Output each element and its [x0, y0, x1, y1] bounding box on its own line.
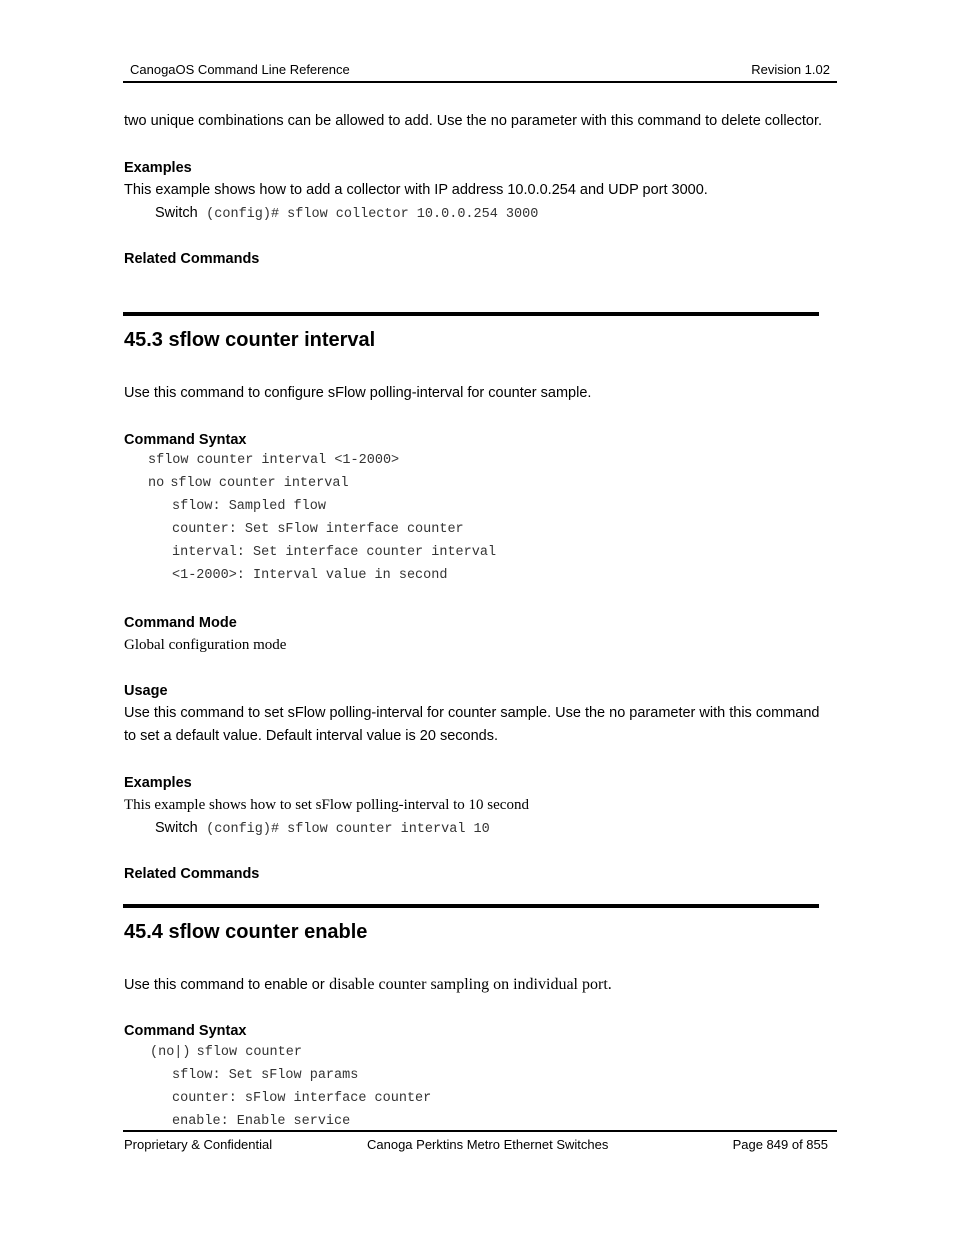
intro-text: two unique combinations can be allowed to add. Use the no parameter with this command to delete collector. — [124, 113, 823, 129]
section-description — [124, 976, 612, 994]
usage-text-line1: Use this command to set sFlow polling-interval for counter sample. Use the no parameter with this command — [124, 705, 820, 721]
param-line: interval: Set interface counter interval — [172, 545, 497, 560]
command-syntax-heading: Command Syntax — [124, 1023, 247, 1039]
description-part2: disable counter sampling on individual port. — [329, 976, 612, 993]
section-description: Use this command to configure sFlow polling-interval for counter sample. — [124, 385, 592, 401]
footer-left: Proprietary & Confidential — [124, 1137, 273, 1152]
section-rule — [123, 904, 819, 908]
param-line: enable: Enable service — [172, 1114, 351, 1129]
section-title-45-3 — [124, 329, 375, 352]
example-prompt: Switch — [155, 820, 198, 836]
section-number: 45.4 — [124, 921, 163, 943]
example-text: This example shows how to set sFlow polling-interval to 10 second — [124, 797, 529, 813]
command-mode-heading: Command Mode — [124, 615, 237, 631]
syntax-rest: sflow counter — [196, 1045, 302, 1060]
footer-rule — [123, 1130, 837, 1132]
syntax-line — [150, 1045, 302, 1060]
param-line: sflow: Set sFlow params — [172, 1068, 359, 1083]
usage-text-line2: to set a default value. Default interval value is 20 seconds. — [124, 728, 498, 744]
syntax-no-keyword: no — [148, 476, 165, 491]
param-line: counter: sFlow interface counter — [172, 1091, 432, 1106]
example-command — [155, 204, 538, 222]
footer-center: Canoga Perktins Metro Ethernet Switches — [367, 1137, 609, 1152]
param-line: counter: Set sFlow interface counter — [172, 522, 464, 537]
related-commands-heading: Related Commands — [124, 251, 260, 267]
example-text: This example shows how to add a collector with IP address 10.0.0.254 and UDP port 3000. — [124, 182, 708, 198]
command-mode-text: Global configuration mode — [124, 637, 287, 653]
description-part1: Use this command to enable or — [124, 977, 325, 993]
examples-heading: Examples — [124, 775, 192, 791]
header-title: CanogaOS Command Line Reference — [130, 62, 350, 77]
syntax-prefix: (no|) — [150, 1045, 191, 1060]
section-rule — [123, 312, 819, 316]
header-revision: Revision 1.02 — [751, 62, 830, 77]
example-command — [155, 819, 490, 837]
command-syntax-heading: Command Syntax — [124, 432, 247, 448]
section-name: sflow counter interval — [168, 329, 376, 351]
syntax-no-rest: sflow counter interval — [170, 476, 349, 491]
example-prompt: Switch — [155, 205, 198, 221]
section-title-45-4 — [124, 921, 367, 944]
example-cmd: (config)# sflow counter interval 10 — [206, 822, 490, 837]
examples-heading: Examples — [124, 160, 192, 176]
param-line: <1-2000>: Interval value in second — [172, 568, 448, 583]
example-cmd: (config)# sflow collector 10.0.0.254 3000 — [206, 207, 539, 222]
syntax-no-line — [148, 476, 349, 491]
related-commands-heading: Related Commands — [124, 866, 260, 882]
footer-page-number: Page 849 of 855 — [732, 1137, 828, 1152]
header-rule — [123, 81, 837, 83]
param-line: sflow: Sampled flow — [172, 499, 326, 514]
section-number: 45.3 — [124, 329, 163, 351]
usage-heading: Usage — [124, 683, 168, 699]
syntax-line: sflow counter interval <1-2000> — [148, 453, 400, 468]
section-name: sflow counter enable — [168, 921, 368, 943]
